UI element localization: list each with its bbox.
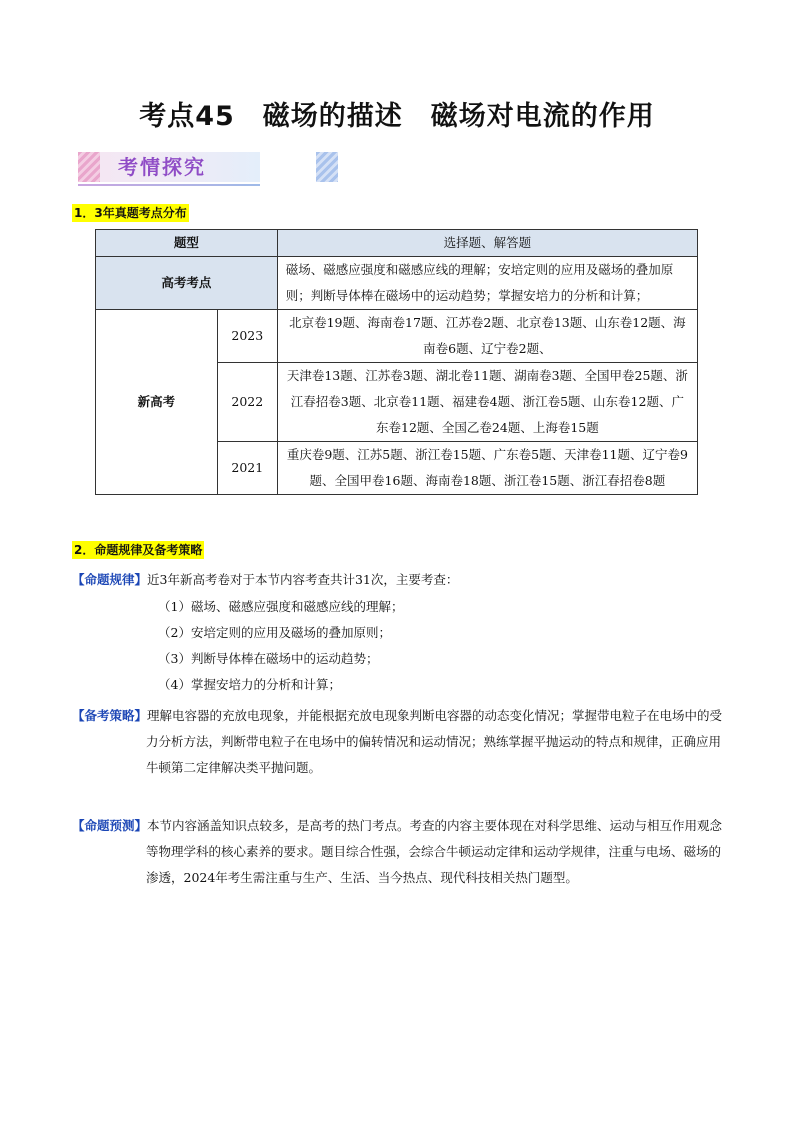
section-banner bbox=[78, 152, 260, 186]
guilv-tag: 【命题规律】 bbox=[72, 572, 148, 587]
yuce-text: 本节内容涵盖知识点较多，是高考的热门考点。考查的内容主要体现在对科学思维、运动与相互作用观念等物理学科的核心素养的要求。题目综合性强，会综合牛顿运动定律和运动学规律，注重与电场、磁场的渗透，2024年考生需注重与生产、生活、当今热点、现代科技相关热门题型。 bbox=[146, 818, 723, 885]
list-item: （3）判断导体棒在磁场中的运动趋势； bbox=[158, 651, 379, 666]
table-xingaokao-label: 新高考 bbox=[96, 310, 218, 495]
page-title: 考点45 磁场的描述 磁场对电流的作用 bbox=[139, 101, 655, 132]
guilv-paragraph bbox=[72, 567, 712, 593]
table-header-value: 选择题、解答题 bbox=[277, 230, 697, 257]
celue-text: 理解电容器的充放电现象，并能根据充放电现象判断电容器的动态变化情况；掌握带电粒子在电场中的受力分析方法，判断带电粒子在电场中的偏转情况和运动情况；熟练掌握平抛运动的特点和规律，正确应用牛顿第二定律解决类平抛问题。 bbox=[146, 708, 723, 775]
table-year: 2021 bbox=[217, 442, 277, 495]
section1-heading: 1．3年真题考点分布 bbox=[74, 206, 187, 220]
yuce-paragraph bbox=[72, 813, 724, 891]
table-row bbox=[96, 230, 698, 257]
banner-title: 考情探究 bbox=[118, 155, 206, 179]
table-row bbox=[96, 257, 698, 310]
table-header-type: 题型 bbox=[96, 230, 278, 257]
section2-heading: 2．命题规律及备考策略 bbox=[74, 543, 203, 557]
exam-distribution-table bbox=[95, 229, 698, 495]
list-item: （2）安培定则的应用及磁场的叠加原则； bbox=[158, 625, 391, 640]
table-kaodian-text: 磁场、磁感应强度和磁感应线的理解；安培定则的应用及磁场的叠加原则；判断导体棒在磁场中的运动趋势；掌握安培力的分析和计算； bbox=[277, 257, 697, 310]
guilv-text: 近3年新高考卷对于本节内容考查共计31次，主要考查： bbox=[147, 572, 459, 587]
guilv-list bbox=[158, 594, 678, 698]
table-year: 2023 bbox=[217, 310, 277, 363]
list-item: （1）磁场、磁感应强度和磁感应线的理解； bbox=[158, 599, 404, 614]
table-kaodian-label: 高考考点 bbox=[96, 257, 278, 310]
table-year-questions: 重庆卷9题、江苏5题、浙江卷15题、广东卷5题、天津卷11题、辽宁卷9题、全国甲卷16题、海南卷18题、浙江卷15题、浙江春招卷8题 bbox=[277, 442, 697, 495]
table-year-questions: 北京卷19题、海南卷17题、江苏卷2题、北京卷13题、山东卷12题、海南卷6题、辽宁卷2题、 bbox=[277, 310, 697, 363]
banner-left-decoration bbox=[78, 152, 100, 182]
yuce-tag: 【命题预测】 bbox=[72, 818, 148, 833]
list-item: （4）掌握安培力的分析和计算； bbox=[158, 677, 341, 692]
table-year: 2022 bbox=[217, 363, 277, 442]
banner-right-decoration bbox=[316, 152, 338, 182]
table-year-questions: 天津卷13题、江苏卷3题、湖北卷11题、湖南卷3题、全国甲卷25题、浙江春招卷3题、北京卷11题、福建卷4题、浙江卷5题、山东卷12题、广东卷12题、全国乙卷24题、上海卷15题 bbox=[277, 363, 697, 442]
banner-underline bbox=[78, 184, 260, 186]
celue-paragraph bbox=[72, 703, 724, 781]
celue-tag: 【备考策略】 bbox=[72, 708, 148, 723]
table-row bbox=[96, 310, 698, 363]
